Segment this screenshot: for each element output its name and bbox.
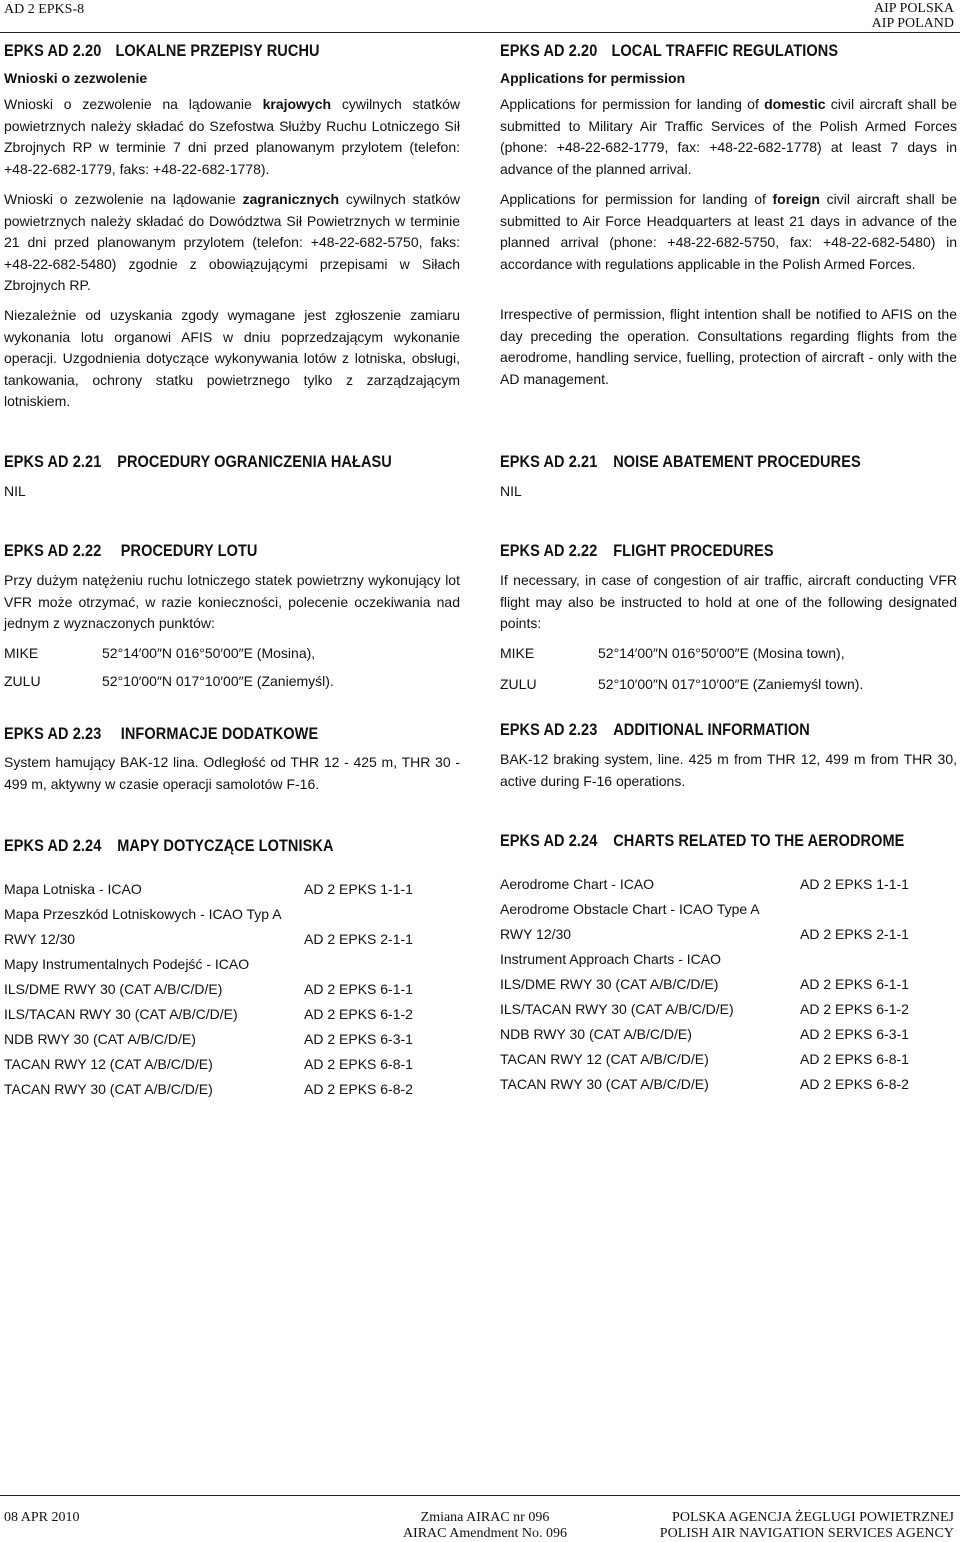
agency-name <box>660 1510 954 1542</box>
publication-header <box>872 1 954 31</box>
point-coordinates: 52°14′00″N 016°50′00″E (Mosina town), <box>598 645 845 661</box>
section-heading-2-24-en <box>500 832 904 851</box>
text-run-bold: foreign <box>772 191 820 207</box>
header-divider <box>0 32 960 33</box>
chart-list-row <box>500 901 760 917</box>
subheading-applications-pl: Wnioski o zezwolenie <box>4 70 148 86</box>
agency-name-pl: POLSKA AGENCJA ŻEGLUGI POWIETRZNEJ <box>672 1510 954 1525</box>
chart-list-row <box>4 881 413 897</box>
chart-name: TACAN RWY 30 (CAT A/B/C/D/E) <box>500 1076 709 1092</box>
section-heading-2-20-pl <box>4 42 320 61</box>
chart-list-row <box>4 906 282 922</box>
text-run-bold: zagranicznych <box>242 191 340 207</box>
section-heading-2-21-en <box>500 453 861 472</box>
section-title: FLIGHT PROCEDURES <box>613 542 774 560</box>
chart-list-row <box>500 926 909 942</box>
section-heading-2-22-en <box>500 542 774 561</box>
chart-reference: AD 2 EPKS 6-8-2 <box>800 1076 909 1092</box>
text-run: Wnioski o zezwolenie na lądowanie <box>4 191 243 207</box>
publication-header-en: AIP POLAND <box>871 16 954 31</box>
airac-amendment-pl: Zmiana AIRAC nr 096 <box>420 1510 550 1525</box>
point-coordinates: 52°14′00″N 016°50′00″E (Mosina), <box>102 645 316 661</box>
chart-name: Mapy Instrumentalnych Podejść - ICAO <box>4 956 250 972</box>
point-coordinates: 52°10′00″N 017°10′00″E (Zaniemyśl town). <box>598 676 864 692</box>
holding-point-row <box>500 645 845 661</box>
chart-list-row <box>500 1001 909 1017</box>
section-number: EPKS AD 2.22 <box>4 542 102 560</box>
footer-divider <box>0 1495 960 1496</box>
text-run: cywilnych statków powietrznych należy składać do Dowództwa Sił Powietrznych w terminie 21 dni przed planowanym przylotem (telefon: +48-22-682-5750, faks: +48-22-682-5480) zgodnie z obowiązującymi przepisami w Siłach Zbrojnych RP. <box>4 191 460 294</box>
section-title: PROCEDURY LOTU <box>120 542 258 560</box>
paragraph-bak12-pl: System hamujący BAK-12 lina. Odległość od THR 12 - 425 m, THR 30 - 499 m, aktywny w czasie operacji samolotów F-16. <box>4 754 460 792</box>
chart-name: Aerodrome Obstacle Chart - ICAO Type A <box>500 901 760 917</box>
chart-list-row <box>500 1026 909 1042</box>
section-title: CHARTS RELATED TO THE AERODROME <box>613 832 905 850</box>
chart-name: RWY 12/30 <box>4 931 76 947</box>
chart-list-row <box>4 1031 413 1047</box>
chart-name: ILS/DME RWY 30 (CAT A/B/C/D/E) <box>500 976 719 992</box>
paragraph-afis-pl: Niezależnie od uzyskania zgody wymagane jest zgłoszenie zamiaru wykonania lotu organowi AFIS w dniu poprzedzającym wykonanie operacji. Uzgodnienia dotyczące wykonywania lotów z lotniska, obsługi, tankowania, ochrony statku powietrznego tylko z zarządzającym lotniskiem. <box>4 307 460 410</box>
text-run-bold: domestic <box>764 96 826 112</box>
chart-list-row <box>4 931 413 947</box>
chart-reference: AD 2 EPKS 1-1-1 <box>800 876 909 892</box>
publication-header-pl: AIP POLSKA <box>874 1 954 16</box>
chart-name: NDB RWY 30 (CAT A/B/C/D/E) <box>4 1031 196 1047</box>
subheading-applications-en: Applications for permission <box>500 70 686 86</box>
chart-name: ILS/DME RWY 30 (CAT A/B/C/D/E) <box>4 981 223 997</box>
chart-list-row <box>500 876 909 892</box>
text-run: Applications for permission for landing of <box>500 96 765 112</box>
paragraph-domestic-pl <box>4 94 460 180</box>
section-heading-2-23-en <box>500 721 810 740</box>
section-title: LOKALNE PRZEPISY RUCHU <box>115 42 320 60</box>
chart-list-row <box>500 1076 909 1092</box>
chart-name: Instrument Approach Charts - ICAO <box>500 951 721 967</box>
point-code: MIKE <box>4 645 39 661</box>
chart-reference: AD 2 EPKS 6-3-1 <box>304 1031 413 1047</box>
chart-list-row <box>500 951 721 967</box>
nil-text-en: NIL <box>500 483 522 499</box>
paragraph-foreign-pl <box>4 189 460 297</box>
section-title: MAPY DOTYCZĄCE LOTNISKA <box>117 837 334 855</box>
paragraph-foreign-en <box>500 189 957 275</box>
text-run: Applications for permission for landing of <box>500 191 773 207</box>
chart-list-row <box>4 1081 413 1097</box>
text-run: civil aircraft shall be submitted to Air Force Headquarters at least 21 days in advance of the planned arrival (phone: +48-22-682-5750, fax: +48-22-682-5480) in accordance with regulations applicable in the Polish Armed Forces. <box>500 191 957 272</box>
text-run: civil aircraft shall be submitted to Military Air Traffic Services of the Polish Armed Forces (phone: +48-22-682-1779, fax: +48-22-682-1778) at least 7 days in advance of the planned arrival. <box>500 96 957 177</box>
paragraph-bak12-en: BAK-12 braking system, line. 425 m from THR 12, 499 m from THR 30, active during F-16 operations. <box>500 751 957 789</box>
chart-list-row <box>4 981 413 997</box>
page-id: AD 2 EPKS-8 <box>4 2 85 17</box>
section-heading-2-24-pl <box>4 837 334 856</box>
paragraph-domestic-en <box>500 94 957 180</box>
chart-name: Mapa Lotniska - ICAO <box>4 881 142 897</box>
section-title: PROCEDURY OGRANICZENIA HAŁASU <box>117 453 392 471</box>
effective-date: 08 APR 2010 <box>4 1510 80 1525</box>
chart-name: TACAN RWY 12 (CAT A/B/C/D/E) <box>500 1051 709 1067</box>
section-number: EPKS AD 2.21 <box>4 453 102 471</box>
chart-name: NDB RWY 30 (CAT A/B/C/D/E) <box>500 1026 692 1042</box>
chart-name: TACAN RWY 30 (CAT A/B/C/D/E) <box>4 1081 213 1097</box>
section-number: EPKS AD 2.23 <box>4 725 102 743</box>
chart-reference: AD 2 EPKS 1-1-1 <box>304 881 413 897</box>
agency-name-en: POLISH AIR NAVIGATION SERVICES AGENCY <box>659 1526 954 1541</box>
chart-name: TACAN RWY 12 (CAT A/B/C/D/E) <box>4 1056 213 1072</box>
chart-name: RWY 12/30 <box>500 926 572 942</box>
holding-point-row <box>500 676 863 692</box>
section-heading-2-22-pl <box>4 542 257 561</box>
chart-reference: AD 2 EPKS 6-8-1 <box>304 1056 413 1072</box>
airac-amendment <box>380 1510 590 1542</box>
nil-text-pl: NIL <box>4 483 26 499</box>
point-code: ZULU <box>4 673 41 689</box>
section-heading-2-23-pl <box>4 725 318 744</box>
chart-list-row <box>4 956 249 972</box>
text-run-bold: krajowych <box>262 96 332 112</box>
chart-name: ILS/TACAN RWY 30 (CAT A/B/C/D/E) <box>500 1001 734 1017</box>
section-number: EPKS AD 2.20 <box>500 42 598 60</box>
point-code: ZULU <box>500 676 537 692</box>
chart-reference: AD 2 EPKS 6-1-1 <box>304 981 413 997</box>
holding-point-row <box>4 673 334 689</box>
section-number: EPKS AD 2.24 <box>4 837 102 855</box>
chart-reference: AD 2 EPKS 6-1-2 <box>304 1006 413 1022</box>
chart-reference: AD 2 EPKS 6-3-1 <box>800 1026 909 1042</box>
chart-name: ILS/TACAN RWY 30 (CAT A/B/C/D/E) <box>4 1006 238 1022</box>
chart-reference: AD 2 EPKS 2-1-1 <box>800 926 909 942</box>
chart-reference: AD 2 EPKS 6-8-2 <box>304 1081 413 1097</box>
chart-name: Aerodrome Chart - ICAO <box>500 876 655 892</box>
section-number: EPKS AD 2.23 <box>500 721 598 739</box>
point-code: MIKE <box>500 645 535 661</box>
text-run: Wnioski o zezwolenie na lądowanie <box>4 96 263 112</box>
chart-list-row <box>4 1056 413 1072</box>
section-number: EPKS AD 2.20 <box>4 42 102 60</box>
chart-reference: AD 2 EPKS 6-1-2 <box>800 1001 909 1017</box>
paragraph-holding-en: If necessary, in case of congestion of air traffic, aircraft conducting VFR flight may also be instructed to hold at one of the following designated points: <box>500 572 957 632</box>
point-coordinates: 52°10′00″N 017°10′00″E (Zaniemyśl). <box>102 673 334 689</box>
paragraph-holding-pl: Przy dużym natężeniu ruchu lotniczego statek powietrzny wykonujący lot VFR może otrzymać, w razie konieczności, polecenie oczekiwania nad jednym z wyznaczonych punktów: <box>4 572 460 632</box>
chart-reference: AD 2 EPKS 6-1-1 <box>800 976 909 992</box>
section-title: INFORMACJE DODATKOWE <box>120 725 319 743</box>
chart-reference: AD 2 EPKS 2-1-1 <box>304 931 413 947</box>
section-title: LOCAL TRAFFIC REGULATIONS <box>611 42 839 60</box>
paragraph-afis-en: Irrespective of permission, flight intention shall be notified to AFIS on the day preceding the operation. Consultations regarding flights from the aerodrome, handling service, fuelling, protection of aircraft - only with the AD management. <box>500 306 957 387</box>
section-heading-2-20-en <box>500 42 838 61</box>
holding-point-row <box>4 645 315 661</box>
section-number: EPKS AD 2.24 <box>500 832 598 850</box>
chart-reference: AD 2 EPKS 6-8-1 <box>800 1051 909 1067</box>
chart-list-row <box>500 976 909 992</box>
chart-name: Mapa Przeszkód Lotniskowych - ICAO Typ A <box>4 906 282 922</box>
section-title: ADDITIONAL INFORMATION <box>613 721 810 739</box>
section-number: EPKS AD 2.21 <box>500 453 598 471</box>
section-heading-2-21-pl <box>4 453 392 472</box>
section-number: EPKS AD 2.22 <box>500 542 598 560</box>
airac-amendment-en: AIRAC Amendment No. 096 <box>402 1526 568 1541</box>
chart-list-row <box>4 1006 413 1022</box>
text-run: cywilnych statków powietrznych należy składać do Szefostwa Służby Ruchu Lotniczego Sił Zbrojnych RP w terminie 7 dni przed planowanym przylotem (telefon: +48-22-682-1779, faks: +48-22-682-1778). <box>4 96 460 177</box>
section-title: NOISE ABATEMENT PROCEDURES <box>613 453 861 471</box>
chart-list-row <box>500 1051 909 1067</box>
